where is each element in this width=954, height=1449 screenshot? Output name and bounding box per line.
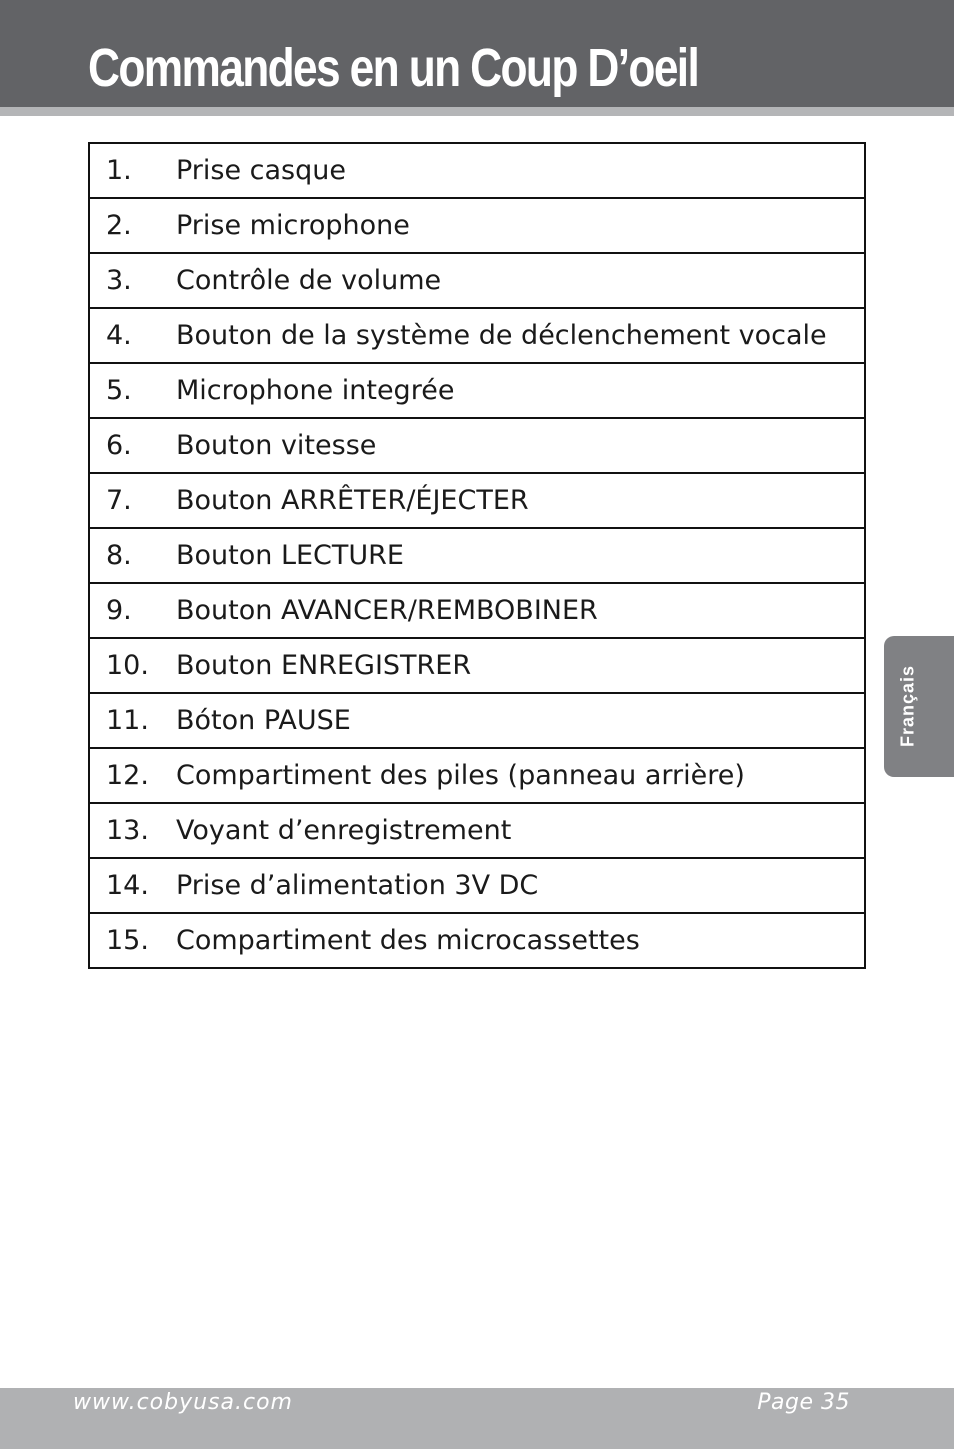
item-label: Bouton de la système de déclenchement vocale [174,308,865,363]
item-number: 10. [89,638,174,693]
item-number: 11. [89,693,174,748]
table-row [89,198,865,253]
item-number: 5. [89,363,174,418]
item-number: 8. [89,528,174,583]
controls-table [88,142,866,969]
page-number: Page 35 [757,1390,850,1415]
table-row [89,913,865,968]
item-number: 9. [89,583,174,638]
table-row [89,143,865,198]
item-number: 2. [89,198,174,253]
item-label: Prise d’alimentation 3V DC [174,858,865,913]
item-label: Bouton AVANCER/REMBOBINER [174,583,865,638]
footer-website: www.cobyusa.com [73,1390,293,1415]
item-number: 12. [89,748,174,803]
item-number: 14. [89,858,174,913]
item-label: Bouton LECTURE [174,528,865,583]
language-tab[interactable] [884,636,954,777]
table-row [89,638,865,693]
item-label: Bouton ENREGISTRER [174,638,865,693]
header-bar [0,0,954,107]
table-row [89,253,865,308]
item-label: Compartiment des microcassettes [174,913,865,968]
table-row [89,308,865,363]
item-number: 4. [89,308,174,363]
item-number: 3. [89,253,174,308]
header-stripe [0,107,954,116]
table-row [89,528,865,583]
table-row [89,693,865,748]
table-row [89,363,865,418]
table-row [89,583,865,638]
item-label: Prise microphone [174,198,865,253]
item-label: Bóton PAUSE [174,693,865,748]
table-row [89,473,865,528]
item-number: 1. [89,143,174,198]
item-label: Compartiment des piles (panneau arrière) [174,748,865,803]
table-row [89,858,865,913]
item-label: Prise casque [174,143,865,198]
page-title: Commandes en un Coup D’oeil [88,38,699,98]
item-label: Voyant d’enregistrement [174,803,865,858]
table-row [89,803,865,858]
item-number: 6. [89,418,174,473]
item-label: Microphone integrée [174,363,865,418]
item-label: Bouton ARRÊTER/ÉJECTER [174,473,865,528]
table-row [89,748,865,803]
item-number: 13. [89,803,174,858]
item-number: 7. [89,473,174,528]
footer-bar [0,1388,954,1449]
language-tab-label: Français [897,664,918,748]
item-label: Contrôle de volume [174,253,865,308]
item-number: 15. [89,913,174,968]
item-label: Bouton vitesse [174,418,865,473]
table-row [89,418,865,473]
